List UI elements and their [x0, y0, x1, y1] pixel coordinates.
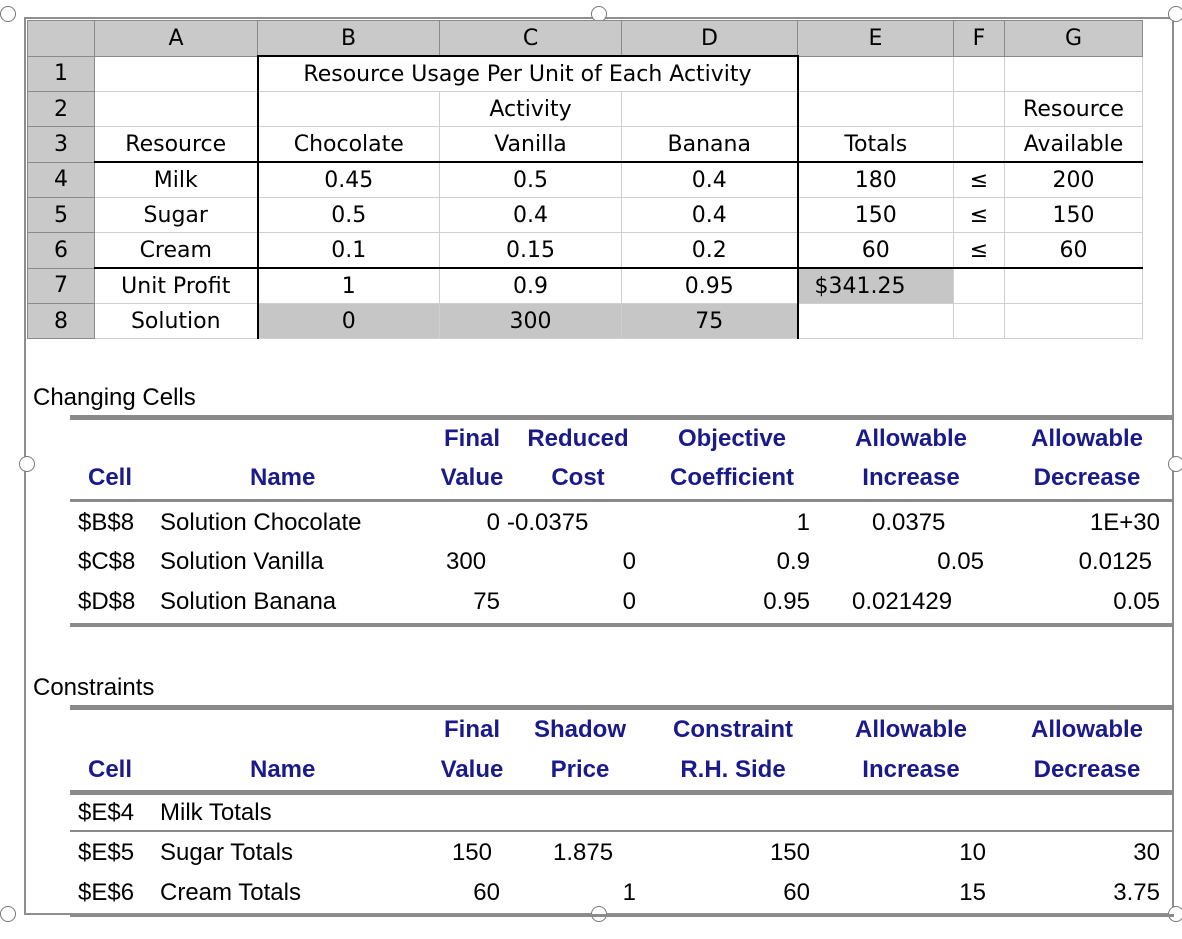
cell-e1[interactable]	[798, 56, 954, 92]
constraint-row-3-cell: $E$6	[78, 879, 135, 906]
resize-handle-top-right[interactable]	[1168, 6, 1182, 22]
reduced-cost-header-1: Reduced	[527, 425, 629, 452]
changing-inc-header-1: Allowable	[854, 425, 968, 452]
changing-row-2-cell: $C$8	[78, 548, 136, 575]
changing-top-rule	[70, 415, 1174, 420]
row-header-6[interactable]: 6	[28, 233, 95, 269]
constraint-row-1-rule	[70, 830, 1174, 832]
changing-row-1-dec: 1E+30	[1089, 509, 1160, 536]
constraint-rhs-header-1: Constraint	[673, 716, 793, 743]
column-header-f[interactable]: F	[954, 21, 1005, 57]
changing-row-3-reduced: 0	[622, 588, 636, 615]
reduced-cost-header-2: Cost	[551, 464, 605, 491]
cell-f2[interactable]	[954, 92, 1005, 127]
cream-available[interactable]: 60	[1005, 233, 1143, 269]
constraint-row-2-inc: 10	[959, 839, 986, 866]
changing-row-2-dec: 0.0125	[1078, 548, 1152, 575]
resource-header[interactable]: Resource	[95, 127, 258, 163]
constraint-row-3-final: 60	[473, 879, 500, 906]
cell-f7[interactable]	[954, 268, 1005, 304]
constraints-top-rule	[70, 705, 1174, 710]
cream-total[interactable]: 60	[798, 233, 954, 269]
cream-banana[interactable]: 0.2	[622, 233, 798, 269]
constraint-rhs-header-2: R.H. Side	[680, 756, 786, 783]
profit-chocolate[interactable]: 1	[258, 268, 440, 304]
changing-dec-header-1: Allowable	[1030, 425, 1144, 452]
column-header-b[interactable]: B	[258, 21, 440, 57]
row-header-5[interactable]: 5	[28, 198, 95, 233]
shadow-price-header-2: Price	[550, 756, 610, 783]
changing-row-1-coef: 1	[796, 509, 810, 536]
sugar-chocolate[interactable]: 0.5	[258, 198, 440, 233]
select-all-corner[interactable]	[28, 21, 95, 57]
column-header-c[interactable]: C	[440, 21, 622, 57]
changing-cell-header: Cell	[88, 464, 133, 491]
changing-row-2-final: 300	[446, 548, 487, 575]
cell-e2[interactable]	[798, 92, 954, 127]
cell-e8[interactable]	[798, 304, 954, 339]
milk-banana[interactable]: 0.4	[622, 162, 798, 198]
constraints-final-header-1: Final	[443, 716, 500, 743]
cream-leq[interactable]: ≤	[954, 233, 1005, 269]
banana-header[interactable]: Banana	[622, 127, 798, 163]
changing-inc-header-2: Increase	[862, 464, 960, 491]
changing-row-1-inc: 0.0375	[872, 509, 946, 536]
resize-handle-top-left[interactable]	[0, 6, 16, 22]
constraint-row-2-final: 150	[451, 839, 492, 866]
constraint-row-3-dec: 3.75	[1113, 879, 1160, 906]
changing-row-2-coef: 0.9	[776, 548, 810, 575]
changing-row-3-coef: 0.95	[763, 588, 810, 615]
cream-vanilla[interactable]: 0.15	[440, 233, 622, 269]
changing-row-3-dec: 0.05	[1113, 588, 1160, 615]
spreadsheet-table	[27, 20, 1143, 339]
cell-a2[interactable]	[95, 92, 258, 127]
changing-row-2-name: Solution Vanilla	[160, 548, 324, 575]
changing-row-1-cell: $B$8	[78, 509, 135, 536]
changing-row-2-inc: 0.05	[937, 548, 984, 575]
constraint-row-2-name: Sugar Totals	[160, 839, 293, 866]
constraints-name-header: Name	[250, 756, 316, 783]
changing-row-1-name: Solution Chocolate	[160, 509, 362, 536]
resource-available-label-1[interactable]: Resource	[1005, 92, 1143, 127]
milk-available[interactable]: 200	[1005, 162, 1143, 198]
solution-chocolate[interactable]: 0	[258, 304, 440, 339]
row-header-4[interactable]: 4	[28, 162, 95, 198]
constraint-row-2-shadow: 1.875	[553, 839, 614, 866]
changing-row-3-name: Solution Banana	[160, 588, 337, 615]
row-header-7[interactable]: 7	[28, 268, 95, 304]
solution-label[interactable]: Solution	[95, 304, 258, 339]
constraints-inc-header-2: Increase	[862, 756, 960, 783]
profit-banana[interactable]: 0.95	[622, 268, 798, 304]
cream-chocolate[interactable]: 0.1	[258, 233, 440, 269]
sugar-total[interactable]: 150	[798, 198, 954, 233]
changing-cells-title: Changing Cells	[33, 384, 196, 411]
row-header-8[interactable]: 8	[28, 304, 95, 339]
constraints-dec-header-1: Allowable	[1030, 716, 1144, 743]
changing-final-header-2: Value	[440, 464, 504, 491]
constraints-final-header-2: Value	[440, 756, 504, 783]
constraints-title: Constraints	[33, 674, 155, 701]
constraints-cell-header: Cell	[88, 756, 133, 783]
cell-f3[interactable]	[954, 127, 1005, 163]
cell-a1[interactable]	[95, 56, 258, 92]
constraints-inc-header-1: Allowable	[854, 716, 968, 743]
column-header-a[interactable]: A	[95, 21, 258, 57]
changing-row-3-cell: $D$8	[78, 588, 136, 615]
constraint-row-3-shadow: 1	[622, 879, 636, 906]
constraint-row-3-rhs: 60	[783, 879, 810, 906]
constraint-row-2-rhs: 150	[769, 839, 810, 866]
row-header-2[interactable]: 2	[28, 92, 95, 127]
sugar-available[interactable]: 150	[1005, 198, 1143, 233]
constraint-row-1-cell: $E$4	[78, 799, 135, 826]
chocolate-header[interactable]: Chocolate	[258, 127, 440, 163]
cell-g1[interactable]	[1005, 56, 1143, 92]
changing-row-2-reduced: 0	[622, 548, 636, 575]
cell-d2[interactable]	[622, 92, 798, 127]
cream-label[interactable]: Cream	[95, 233, 258, 269]
solution-banana[interactable]: 75	[622, 304, 798, 339]
cell-f1[interactable]	[954, 56, 1005, 92]
milk-total[interactable]: 180	[798, 162, 954, 198]
sugar-leq[interactable]: ≤	[954, 198, 1005, 233]
milk-leq[interactable]: ≤	[954, 162, 1005, 198]
sugar-banana[interactable]: 0.4	[622, 198, 798, 233]
cell-g8[interactable]	[1005, 304, 1143, 339]
cell-b2[interactable]	[258, 92, 440, 127]
changing-row-3-inc: 0.021429	[852, 588, 953, 615]
changing-final-header-1: Final	[443, 425, 500, 452]
resize-handle-middle-left[interactable]	[19, 456, 35, 472]
sheet-title-cell[interactable]: Resource Usage Per Unit of Each Activity	[258, 56, 798, 92]
resize-handle-middle-right[interactable]	[1168, 456, 1182, 472]
constraint-row-3-inc: 15	[959, 879, 986, 906]
changing-header-rule	[70, 499, 1174, 502]
constraints-bottom-rule	[70, 914, 1174, 917]
row-header-3[interactable]: 3	[28, 127, 95, 163]
changing-row-1-reduced: -0.0375	[507, 509, 589, 536]
milk-chocolate[interactable]: 0.45	[258, 162, 440, 198]
cell-f8[interactable]	[954, 304, 1005, 339]
activity-label[interactable]: Activity	[440, 92, 622, 127]
changing-row-3-final: 75	[473, 588, 500, 615]
resize-handle-bottom-left[interactable]	[0, 906, 16, 922]
constraint-row-2-cell: $E$5	[78, 839, 135, 866]
solution-vanilla[interactable]: 300	[440, 304, 622, 339]
vanilla-header[interactable]: Vanilla	[440, 127, 622, 163]
column-header-d[interactable]: D	[622, 21, 798, 57]
shadow-price-header-1: Shadow	[533, 716, 626, 743]
changing-name-header: Name	[250, 464, 316, 491]
constraints-header-rule	[70, 790, 1174, 795]
resource-available-label-2[interactable]: Available	[1005, 127, 1143, 163]
sugar-vanilla[interactable]: 0.4	[440, 198, 622, 233]
column-header-e[interactable]: E	[798, 21, 954, 57]
changing-dec-header-2: Decrease	[1033, 464, 1141, 491]
total-profit[interactable]: $341.25	[798, 268, 954, 304]
column-header-g[interactable]: G	[1005, 21, 1143, 57]
cell-g7[interactable]	[1005, 268, 1143, 304]
profit-vanilla[interactable]: 0.9	[440, 268, 622, 304]
milk-label[interactable]: Milk	[95, 162, 258, 198]
row-header-1[interactable]: 1	[28, 56, 95, 92]
constraint-row-2-dec: 30	[1133, 839, 1160, 866]
constraints-dec-header-2: Decrease	[1033, 756, 1141, 783]
unit-profit-label[interactable]: Unit Profit	[95, 268, 258, 304]
changing-row-1-final: 0	[486, 509, 500, 536]
constraint-row-3-name: Cream Totals	[160, 879, 301, 906]
changing-bottom-rule	[70, 623, 1174, 627]
objective-coef-header-2: Coefficient	[669, 464, 794, 491]
sugar-label[interactable]: Sugar	[95, 198, 258, 233]
objective-coef-header-1: Objective	[677, 425, 787, 452]
totals-header[interactable]: Totals	[798, 127, 954, 163]
constraint-row-1-name: Milk Totals	[160, 799, 272, 826]
milk-vanilla[interactable]: 0.5	[440, 162, 622, 198]
